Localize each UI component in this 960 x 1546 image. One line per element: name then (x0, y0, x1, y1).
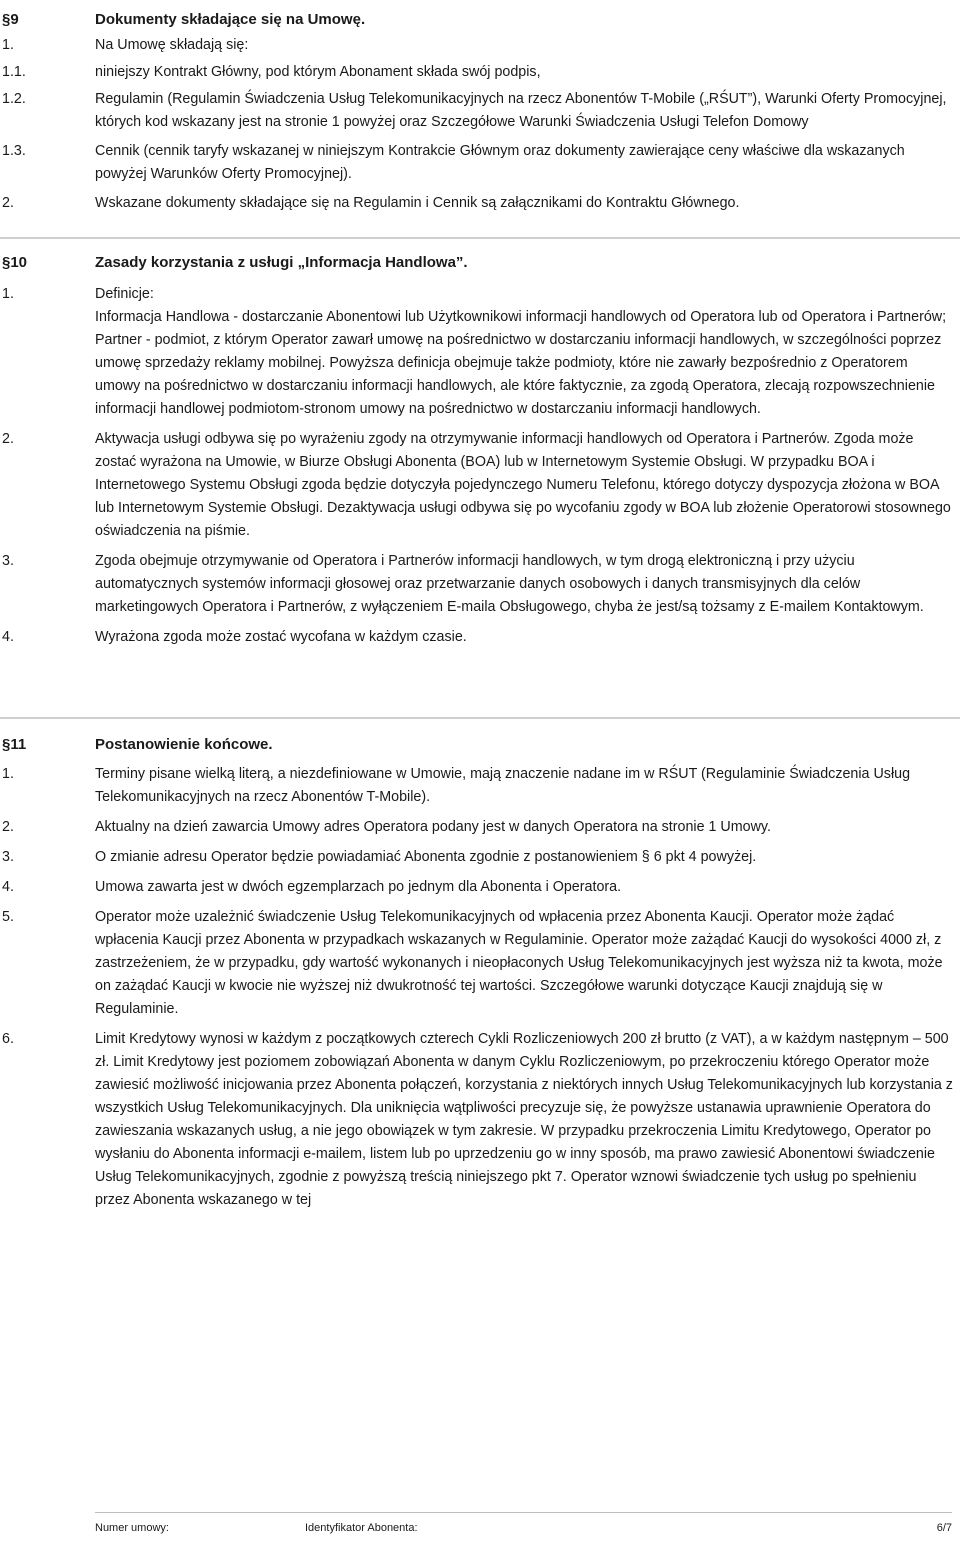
list-item (0, 626, 960, 649)
list-item (0, 140, 960, 186)
item-number: 1.3. (2, 143, 26, 159)
list-item (0, 846, 960, 869)
section-11 (0, 717, 960, 1219)
item-text: Terminy pisane wielką literą, a niezdefiniowane w Umowie, mają znaczenie nadane im w RŚUT (Regulaminie Świadczenia Usług Telekomunikacyjnych na rzecz Abonentów T-Mobile). (95, 766, 911, 805)
section-header (0, 717, 960, 757)
list-item (0, 763, 960, 809)
item-number: 1.1. (2, 64, 26, 80)
item-number: 5. (2, 909, 14, 925)
item-text: Definicje: Informacja Handlowa - dostarczanie Abonentowi lub Użytkownikowi informacji handlowych od Operatora lub od Operatora i Partnerów; Partner - podmiot, z którym Operator zawarł umowę na pośrednictwo w dostarczaniu informacji handlowych, w szczególności poprzez umowę sprzedaży reklamy mobilnej. Powyższa definicja obejmuje także podmioty, które nie zawarły bezpośrednio z Operatorem umowy na pośrednictwo w dostarczaniu informacji handlowych, ale które faktycznie, za zgodą Operatora, zlecają rozpowszechnienie informacji handlowej podmiotom-stronom umowy na pośrednictwo w dostarczaniu informacji handlowych. (95, 286, 947, 417)
item-text: Cennik (cennik taryfy wskazanej w niniejszym Kontrakcie Głównym oraz dokumenty zawierające ceny właściwe dla wskazanych powyżej Warunków Oferty Promocyjnej). (95, 143, 905, 182)
section-header (0, 237, 960, 277)
item-text: Umowa zawarta jest w dwóch egzemplarzach po jednym dla Abonenta i Operatora. (95, 879, 622, 895)
item-number: 3. (2, 553, 14, 569)
item-text: niniejszy Kontrakt Główny, pod którym Abonament składa swój podpis, (95, 64, 541, 80)
list-item (0, 550, 960, 619)
section-header (0, 8, 960, 34)
item-text: O zmianie adresu Operator będzie powiadamiać Abonenta zgodnie z postanowieniem § 6 pkt 4 powyżej. (95, 849, 757, 865)
item-text: Wskazane dokumenty składające się na Regulamin i Cennik są załącznikami do Kontraktu Głównego. (95, 195, 740, 211)
item-number: 1.2. (2, 91, 26, 107)
list-item (0, 876, 960, 899)
contract-number-label: Numer umowy: (95, 1522, 169, 1534)
section-number: §9 (2, 11, 19, 28)
section-title: Zasady korzystania z usługi „Informacja Handlowa”. (95, 254, 468, 271)
page-number: 6/7 (936, 1522, 952, 1534)
item-text: Zgoda obejmuje otrzymywanie od Operatora i Partnerów informacji handlowych, w tym drogą elektroniczną i przy użyciu automatycznych systemów informacji głosowej oraz przetwarzanie danych osobowych i danych transmisyjnych dla celów marketingowych Operatora i Partnerów, z wyłączeniem E-maila Obsługowego, chyba że jest/są tożsamy z E-mailem Kontaktowym. (95, 553, 924, 615)
item-text: Na Umowę składają się: (95, 37, 249, 53)
section-title: Postanowienie końcowe. (95, 736, 273, 753)
item-text: Aktualny na dzień zawarcia Umowy adres Operatora podany jest w danych Operatora na stronie 1 Umowy. (95, 819, 771, 835)
list-item (0, 34, 960, 57)
list-item (0, 61, 960, 84)
list-item (0, 906, 960, 1021)
page-footer (95, 1512, 952, 1535)
list-item (0, 283, 960, 421)
item-number: 4. (2, 879, 14, 895)
item-number: 1. (2, 286, 14, 302)
item-text: Regulamin (Regulamin Świadczenia Usług Telekomunikacyjnych na rzecz Abonentów T-Mobile („RŚUT”), Warunki Oferty Promocyjnej, których kod wskazany jest na stronie 1 powyżej oraz Szczegółowe Warunki Świadczenia Usługi Telefon Domowy (95, 91, 947, 130)
item-text: Aktywacja usługi odbywa się po wyrażeniu zgody na otrzymywanie informacji handlowych od Operatora i Partnerów. Zgoda może zostać wyrażona na Umowie, w Biurze Obsługi Abonenta (BOA) lub w Internetowym Systemie Obsługi. W przypadku BOA i Internetowego Systemu Obsługi zgoda będzie dotyczyła pojedynczego Numeru Telefonu, którego dotyczy dyspozycja złożona w BOA lub Internetowym Systemie Obsługi. Dezaktywacja usługi odbywa się po wycofaniu zgody w BOA lub złożenie Operatorowi stosownego oświadczenia na piśmie. (95, 431, 951, 539)
item-text: Wyrażona zgoda może zostać wycofana w każdym czasie. (95, 629, 467, 645)
list-item (0, 88, 960, 134)
subscriber-id-label: Identyfikator Abonenta: (305, 1522, 418, 1534)
item-number: 2. (2, 195, 14, 211)
item-number: 1. (2, 766, 14, 782)
section-10 (0, 237, 960, 656)
item-text: Operator może uzależnić świadczenie Usług Telekomunikacyjnych od wpłacenia przez Abonenta Kaucji. Operator może żądać wpłacenia Kaucji przez Abonenta w przypadkach wskazanych w Regulaminie. Operator może zażądać Kaucji do wysokości 4000 zł, z zastrzeżeniem, że w przypadku, gdy wartość wykonanych i nieopłaconych Usług Telekomunikacyjnych jest wyższa niż ta kwota, może on zażądać Kaucji w kwocie nie wyższej niż dwukrotność tej wartości. Szczegółowe warunki dotyczące Kaucji znajdują się w Regulaminie. (95, 909, 943, 1017)
item-number: 3. (2, 849, 14, 865)
section-number: §10 (2, 254, 28, 271)
section-title: Dokumenty składające się na Umowę. (95, 11, 366, 28)
section-number: §11 (2, 736, 27, 753)
item-number: 2. (2, 819, 14, 835)
item-text: Limit Kredytowy wynosi w każdym z początkowych czterech Cykli Rozliczeniowych 200 zł brutto (z VAT), a w każdym następnym – 500 zł. Limit Kredytowy jest poziomem zobowiązań Abonenta w danym Cyklu Rozliczeniowym, po przekroczeniu którego Operator może zawiesić możliwość inicjowania przez Abonenta połączeń, korzystania z niektórych innych Usług Telekomunikacyjnych lub korzystania z wszystkich Usług Telekomunikacyjnych. Dla uniknięcia wątpliwości precyzuje się, że powyższe ustanawia uprawnienie Operatora do zawieszania wskazanych usług, a nie jego obowiązek w tym zakresie. W przypadku przekroczenia Limitu Kredytowego, Operator po wysłaniu do Abonenta informacji e-mailem, listem lub po uprzedzeniu go w inny sposób, ma prawo zawiesić Abonentowi świadczenie Usług Telekomunikacyjnych, zgodnie z powyższą treścią niniejszego pkt 7. Operator wznowi świadczenie tych usług po spełnieniu przez Abonenta wskazanego w tej (95, 1031, 953, 1208)
list-item (0, 428, 960, 543)
list-item (0, 816, 960, 839)
item-number: 2. (2, 431, 14, 447)
list-item (0, 1028, 960, 1212)
item-number: 4. (2, 629, 14, 645)
item-number: 6. (2, 1031, 14, 1047)
list-item (0, 192, 960, 215)
item-number: 1. (2, 37, 14, 53)
section-9 (0, 8, 960, 222)
